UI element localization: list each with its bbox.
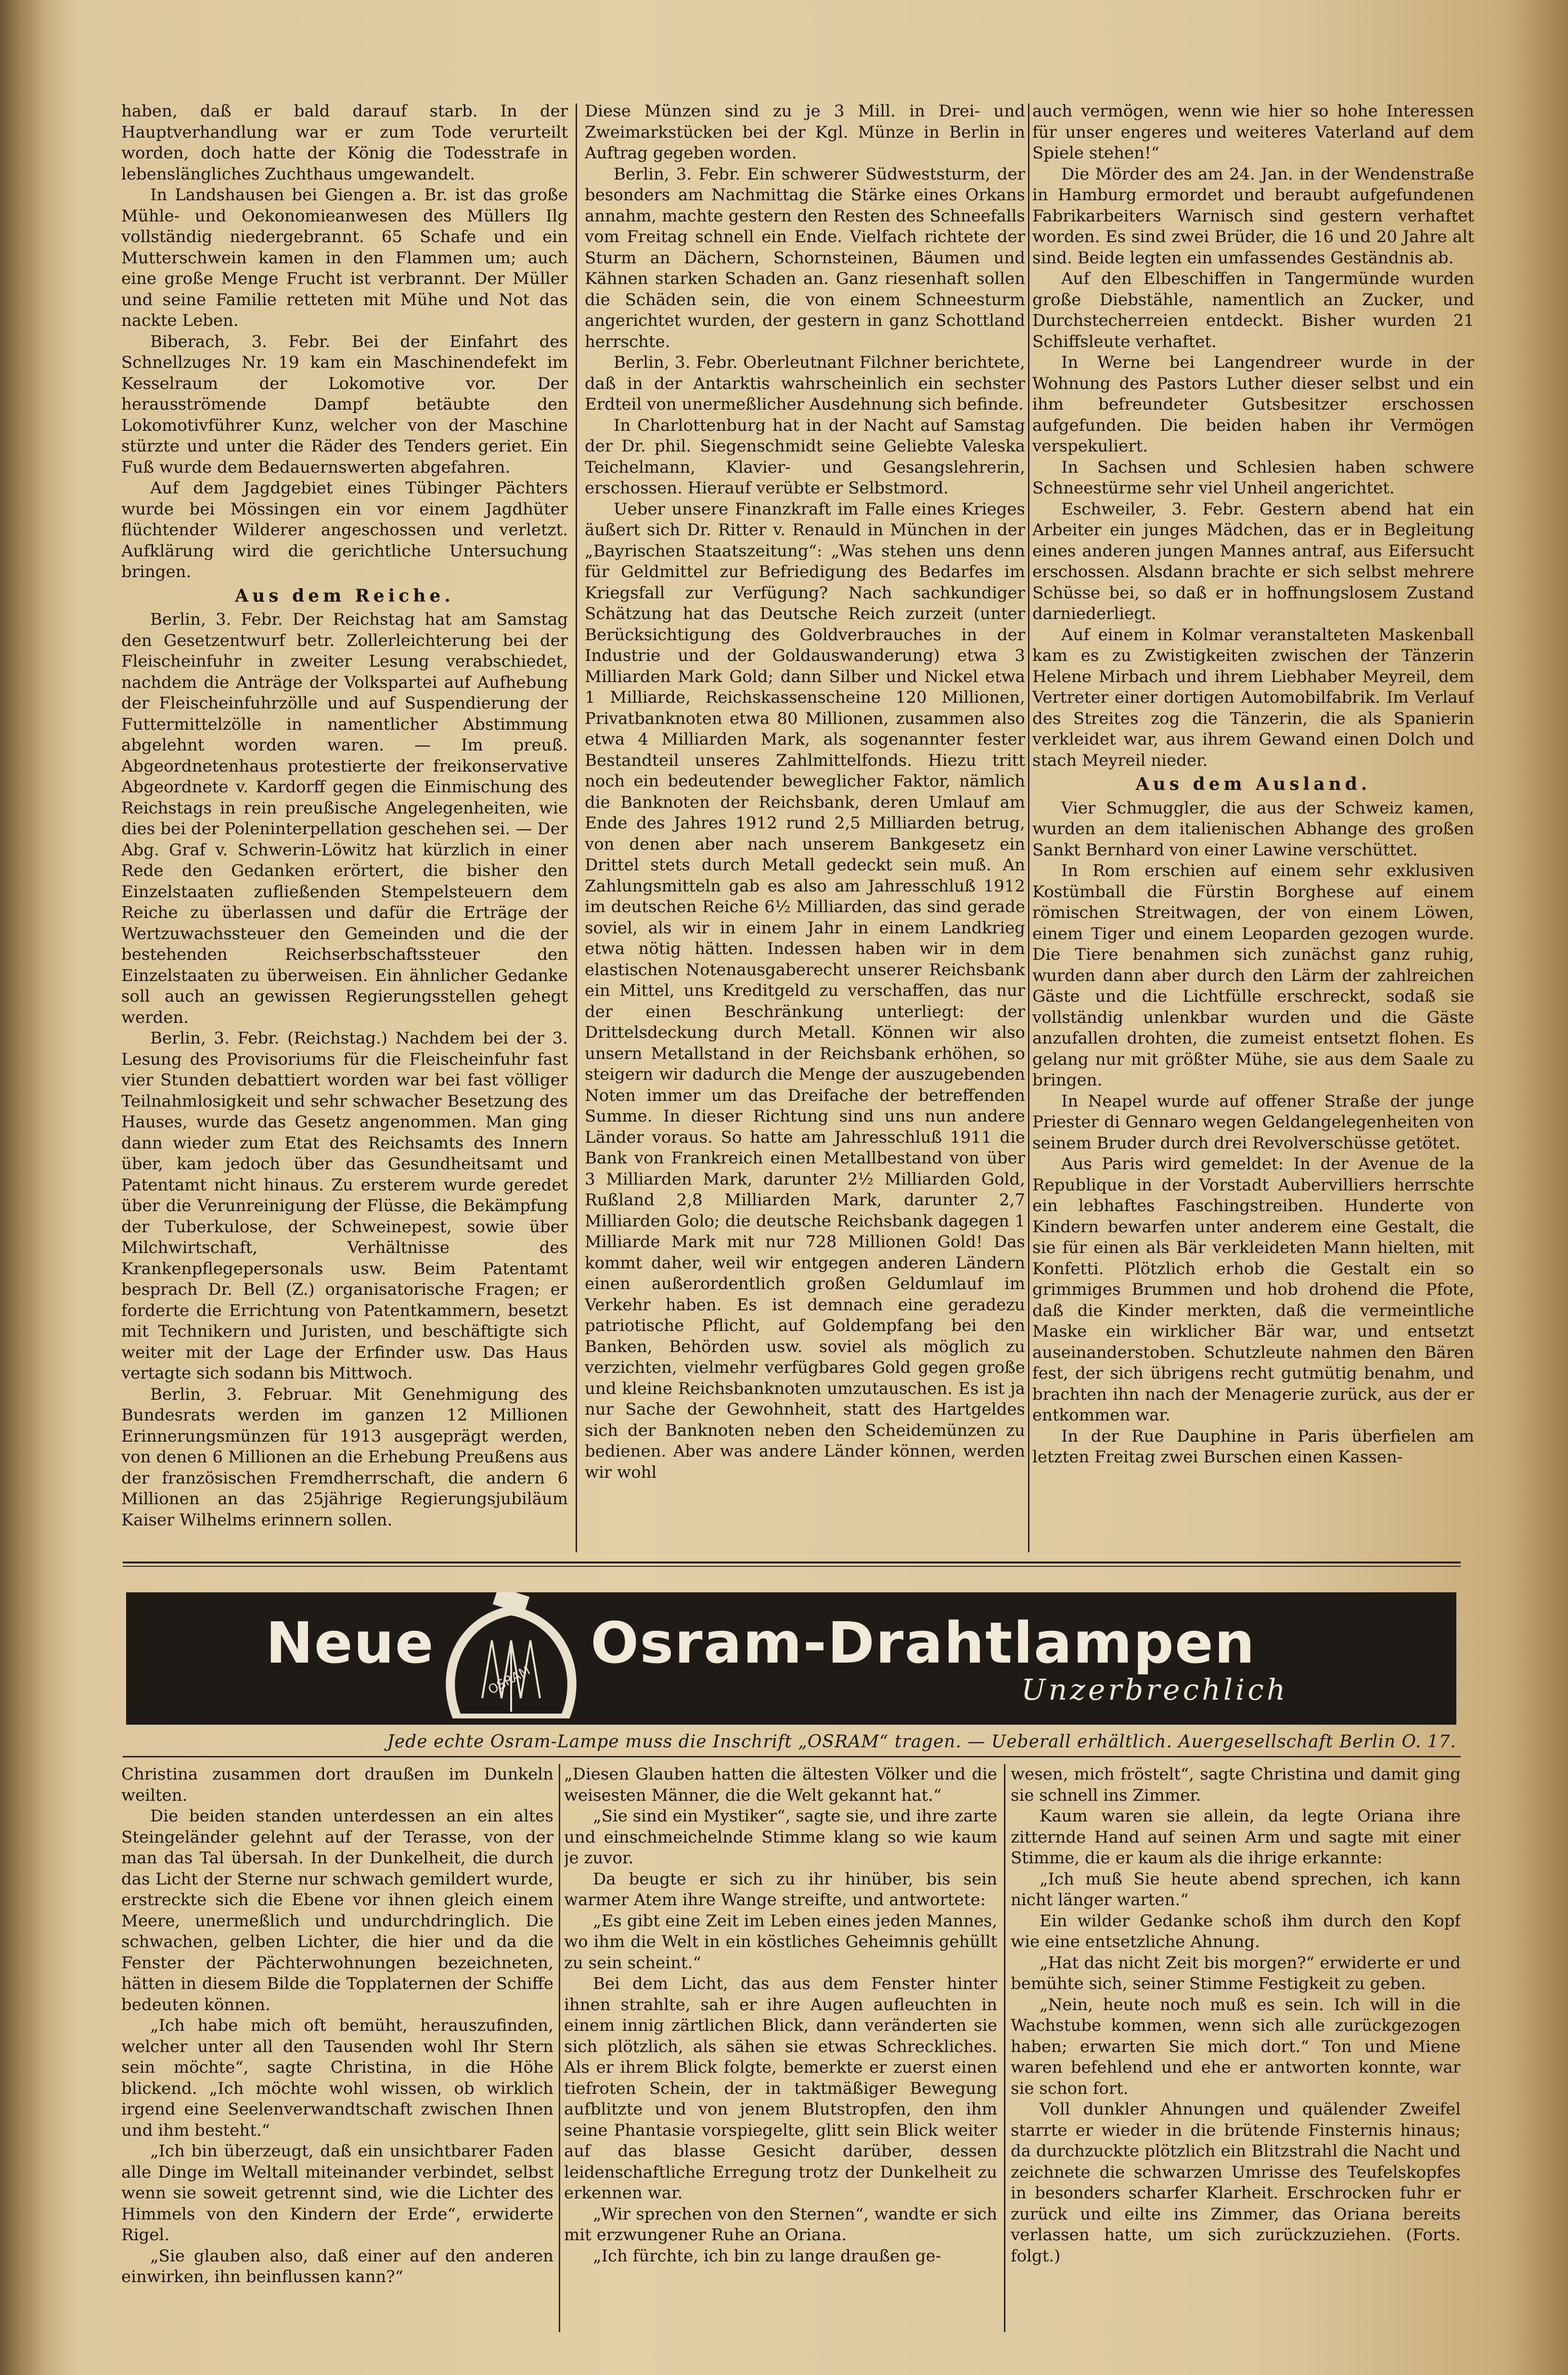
column-rule — [1004, 1764, 1005, 2332]
page-edge-shadow — [1510, 0, 1568, 2375]
story-column-3 — [1011, 1764, 1461, 2342]
paragraph: Biberach, 3. Febr. Bei der Einfahrt des Schnellzuges Nr. 19 kam ein Maschinendefekt im Kesselraum der Lokomotive vor. Der herausströmende Dampf betäubte den Lokomotivführer Kunz, welcher von der Maschine stürzte und unter die Räder des Tenders geriet. Ein Fuß wurde dem Bedauernswerten abgefahren. — [121, 332, 568, 477]
paragraph: „Nein, heute noch muß es sein. Ich will in die Wachstube kommen, wenn sich alle zurückgezogen haben; erwarten Sie mich dort.“ Ton und Miene waren befehlend und ehe er antworten konnte, war sie schon fort. — [1011, 1995, 1461, 2098]
paragraph: Bei dem Licht, das aus dem Fenster hinter ihnen strahlte, sah er ihre Augen aufleuchten in einem innig zärtlichen Blick, dann veränderten sie sich plötzlich, als sähen sie etwas Schreckliches. Als er ihrem Blick folgte, bemerkte er zuerst einen tiefroten Schein, der in taktmäßiger Bewegung aufblitzte und von jenem Blutstropfen, den ihm seine Phantasie vorspiegelte, glitt sein Blick weiter auf das blasse Gesicht darüber, dessen leidenschaftliche Erregung trotz der Dunkelheit zu erkennen war. — [564, 1974, 997, 2203]
ad-subtitle: Unzerbrechlich — [1021, 1673, 1288, 1707]
paragraph: In Landshausen bei Giengen a. Br. ist das große Mühle- und Oekonomieanwesen des Müllers Ilg vollständig niedergebrannt. 65 Schafe und ein Mutterschwein kamen in den Flammen um; auch eine große Menge Frucht ist verbrannt. Der Müller und seine Familie retteten mit Mühe und Not das nackte Leben. — [121, 185, 568, 330]
paragraph: Die beiden standen unterdessen an ein altes Steingeländer gelehnt auf der Terasse, von der man das Tal übersah. In der Dunkelheit, die durch das Licht der Sterne nur schwach gemildert wurde, erstreckte sich die Ebene vor ihnen gleich einem Meere, unermeßlich und undurchdringlich. Die schwachen, gelben Lichter, die hier und da die Fenster der Pächterwohnungen bezeichneten, hätten in diesem Bilde die Topplaternen der Schiffe bedeuten können. — [121, 1807, 553, 2014]
story-column-1 — [121, 1764, 553, 2342]
paragraph: Aus Paris wird gemeldet: In der Avenue de la Republique in der Vorstadt Aubervilliers herrschte ein lebhaftes Faschingstreiben. Hunderte von Kindern bewarfen unter anderem eine Gestalt, die sie für einen als Bär verkleideten Mann hielten, mit Konfetti. Plötzlich erhob die Gestalt ein so grimmiges Brummen und hob drohend die Pfote, daß die Kinder merkten, daß die vermeintliche Maske ein wirklicher Bär war, und entsetzt auseinanderstoben. Schutzleute nahmen den Bären fest, der sich übrigens recht gutmütig benahm, und brachten ihn nach der Menagerie zurück, aus der er entkommen war. — [1032, 1154, 1474, 1425]
paragraph: Auf den Elbeschiffen in Tangermünde wurden große Diebstähle, namentlich an Zucker, und Durchstecherreien entdeckt. Bisher wurden 21 Schiffsleute verhaftet. — [1032, 269, 1474, 351]
ad-title-osram: Osram-Drahtlampen — [591, 1610, 1256, 1676]
paragraph: Auf einem in Kolmar veranstalteten Maskenball kam es zu Zwistigkeiten zwischen der Tänzerin Helene Mirbach und ihrem Liebhaber Meyreil, dem Vertreter einer dortigen Automobilfabrik. Im Verlauf des Streites zog die Tänzerin, die als Spanierin verkleidet war, aus ihrem Gewand einen Dolch und stach Meyreil nieder. — [1032, 625, 1474, 770]
paragraph: Eschweiler, 3. Febr. Gestern abend hat ein Arbeiter ein junges Mädchen, das er in Begleitung eines anderen jungen Mannes antraf, aus Eifersucht erschossen. Alsdann brachte er sich selbst mehrere Schüsse bei, so daß er in hoffnungslosem Zustand darniederliegt. — [1032, 499, 1474, 623]
light-bulb-icon — [424, 1592, 598, 1725]
paragraph: Berlin, 3. Februar. Mit Genehmigung des Bundesrats werden im ganzen 12 Millionen Erinnerungsmünzen für 1913 ausgeprägt werden, von denen 6 Millionen an die Erhebung Preußens aus der französischen Fremdherrschaft, die andern 6 Millionen an das 25jährige Regierungsjubiläum Kaiser Wilhelms erinnern sollen. — [121, 1384, 568, 1530]
paragraph: „Wir sprechen von den Sternen“, wandte er sich mit erzwungener Ruhe an Oriana. — [564, 2204, 997, 2245]
paragraph: In Rom erschien auf einem sehr exklusiven Kostümball die Fürstin Borghese auf einem römischen Streitwagen, der von einem Löwen, einem Tiger und einem Leoparden gezogen wurde. Die Tiere benahmen sich zunächst ganz ruhig, wurden dann aber durch den Lärm der zahlreichen Gäste und die Lichtfülle erschreckt, sodaß sie vollständig unlenkbar wurden und die Gäste anzufallen drohten, die zumeist entsetzt flohen. Es gelang nur mit größter Mühe, sie aus dem Saale zu bringen. — [1032, 861, 1474, 1090]
paragraph: „Es gibt eine Zeit im Leben eines jeden Mannes, wo ihm die Welt in ein köstliches Geheimnis gehüllt zu sein scheint.“ — [564, 1911, 997, 1973]
column-rule — [576, 103, 577, 1552]
section-rule — [123, 1566, 1461, 1567]
paragraph: Berlin, 3. Febr. Der Reichstag hat am Samstag den Gesetzentwurf betr. Zollerleichterung bei der Fleischeinfuhr in zweiter Lesung verabschiedet, nachdem die Anträge der Volkspartei auf Aufhebung der Fleischeinfuhrzölle und auf Suspendierung der Futtermittelzölle in namentlicher Abstimmung abgelehnt worden waren. — Im preuß. Abgeordnetenhaus protestierte der freikonservative Abgeordnete v. Kardorff gegen die Einmischung des Reichstags in rein preußische Angelegenheiten, wie dies bei der Poleninterpellation geschehen sei. — Der Abg. Graf v. Schwerin-Löwitz hat kürzlich in einer Rede den Gedanken erörtert, die bisher den Einzelstaaten zufließenden Stempelsteuern dem Reiche zu überlassen und dafür die Erträge der Wertzuwachssteuer den Gemeinden und die der bestehenden Reichserbschaftssteuer den Einzelstaaten zu überweisen. Ein ähnlicher Gedanke soll auch an gewissen Regierungsstellen gehegt werden. — [121, 610, 568, 1027]
paragraph: „Ich bin überzeugt, daß ein unsichtbarer Faden alle Dinge im Weltall miteinander verbindet, selbst wenn sie soweit getrennt sind, wie die Lichter des Himmels von den Kindern der Erde“, erwiderte Rigel. — [121, 2142, 553, 2245]
paragraph: „Diesen Glauben hatten die ältesten Völker und die weisesten Männer, die die Welt gekannt hat.“ — [564, 1765, 997, 1805]
section-rule — [123, 1562, 1461, 1563]
paragraph: Diese Münzen sind zu je 3 Mill. in Drei- und Zweimarkstücken bei der Kgl. Münze in Berlin in Auftrag gegeben worden. — [585, 102, 1025, 163]
story-column-2 — [564, 1764, 997, 2342]
news-column-3 — [1032, 101, 1474, 1552]
section-heading-ausland: Aus dem Ausland. — [1135, 774, 1371, 794]
paragraph: In Werne bei Langendreer wurde in der Wohnung des Pastors Luther dieser selbst und ein ihm befreundeter Gutsbesitzer erschossen aufgefunden. Die beiden haben ihr Vermögen verspekuliert. — [1032, 353, 1474, 456]
paragraph: Ein wilder Gedanke schoß ihm durch den Kopf wie eine entsetzliche Ahnung. — [1011, 1911, 1461, 1951]
paragraph: Berlin, 3. Febr. (Reichstag.) Nachdem bei der 3. Lesung des Provisoriums für die Fleischeinfuhr fast vier Stunden debattiert worden war bei fast völliger Teilnahmlosigkeit und sehr schwacher Besetzung des Hauses, wurde das Gesetz angenommen. Man ging dann wieder zum Etat des Reichsamts des Innern über, kam jedoch über das Gesundheitsamt und Patentamt nicht hinaus. Zu ersterem wurde geredet über die Verunreinigung der Flüsse, die Bekämpfung der Tuberkulose, der Schweinepest, sowie über Milchwirtschaft, Verhältnisse des Krankenpflegepersonals usw. Beim Patentamt besprach Dr. Bell (Z.) organisatorische Fragen; er forderte die Errichtung von Patentkammern, besetzt mit Technikern und Juristen, und beschäftigte sich weiter mit der Lage der Erfinder usw. Das Haus vertagte sich sodann bis Mittwoch. — [121, 1029, 568, 1383]
paragraph: In Neapel wurde auf offener Straße der junge Priester di Gennaro wegen Geldangelegenheiten von seinem Bruder durch drei Revolverschüsse getötet. — [1032, 1091, 1474, 1153]
paragraph: „Ich fürchte, ich bin zu lange draußen ge- — [593, 2246, 941, 2266]
paragraph: Die Mörder des am 24. Jan. in der Wendenstraße in Hamburg ermordet und beraubt aufgefundenen Fabrikarbeiters Warnisch sind gestern verhaftet worden. Es sind zwei Brüder, die 16 und 20 Jahre alt sind. Beide legten ein umfassendes Geständnis ab. — [1032, 164, 1474, 268]
paragraph: In der Rue Dauphine in Paris überfielen am letzten Freitag zwei Burschen einen Kassen- — [1032, 1426, 1474, 1467]
paragraph: Kaum waren sie allein, da legte Oriana ihre zitternde Hand auf seinen Arm und sagte mit einer Stimme, die er kaum als die ihrige erkannte: — [1011, 1807, 1461, 1868]
column-rule — [1028, 103, 1029, 1552]
paragraph: Berlin, 3. Febr. Oberleutnant Filchner berichtete, daß in der Antarktis wahrscheinlich ein sechster Erdteil von unermeßlicher Ausdehnung sich befinde. — [585, 353, 1025, 414]
lamp-label: OSRAM — [486, 1663, 533, 1698]
paragraph: auch vermögen, wenn wie hier so hohe Interessen für unser engeres und weiteres Vaterland auf dem Spiele stehen!“ — [1032, 102, 1474, 163]
section-rule — [123, 1756, 1461, 1757]
paragraph: „Hat das nicht Zeit bis morgen?“ erwiderte er und bemühte sich, seiner Stimme Festigkeit zu geben. — [1011, 1953, 1461, 1993]
paragraph: In Sachsen und Schlesien haben schwere Schneestürme sehr viel Unheil angerichtet. — [1032, 457, 1474, 498]
paragraph: Auf dem Jagdgebiet eines Tübinger Pächters wurde bei Mössingen ein vor einem Jagdhüter flüchtender Wilderer angeschossen und verletzt. Aufklärung wird die gerichtliche Untersuchung bringen. — [121, 478, 568, 581]
paragraph: wesen, mich fröstelt“, sagte Christina und damit ging sie schnell ins Zimmer. — [1011, 1765, 1461, 1805]
paragraph: „Ich muß Sie heute abend sprechen, ich kann nicht länger warten.“ — [1011, 1869, 1461, 1910]
news-column-1 — [121, 101, 568, 1552]
paragraph: Berlin, 3. Febr. Ein schwerer Südweststurm, der besonders am Nachmittag die Stärke eines Orkans annahm, machte gestern den Resten des Schneefalls vom Freitag schnell ein Ende. Vielfach richtete der Sturm an Dächern, Schornsteinen, Bäumen und Kähnen starken Schaden an. Ganz riesenhaft sollen die Schäden sein, die von einem Schneesturm angerichtet wurden, der gestern in ganz Schottland herrschte. — [585, 164, 1025, 351]
paragraph: „Ich habe mich oft bemüht, herauszufinden, welcher unter all den Tausenden wohl Ihr Stern sein möchte“, sagte Christina, in die Höhe blickend. „Ich möchte wohl wissen, ob wirklich irgend eine Seelenverwandtschaft zwischen Ihnen und ihm besteht.“ — [121, 2016, 553, 2140]
paragraph: „Sie glauben also, daß einer auf den anderen einwirken, ihn beinflussen kann?“ — [121, 2246, 553, 2286]
column-rule — [559, 1764, 560, 2332]
ad-title-neue: Neue — [266, 1610, 435, 1676]
osram-advertisement — [126, 1592, 1456, 1725]
section-heading-reiche: Aus dem Reiche. — [235, 585, 454, 606]
paragraph: In Charlottenburg hat in der Nacht auf Samstag der Dr. phil. Siegenschmidt seine Geliebte Valeska Teichelmann, Klavier- und Gesangslehrerin, erschossen. Hierauf verübte er Selbstmord. — [585, 415, 1025, 498]
news-column-2 — [585, 101, 1025, 1552]
paragraph: Christina zusammen dort draußen im Dunkeln weilten. — [121, 1765, 553, 1805]
paragraph: Ueber unsere Finanzkraft im Falle eines Krieges äußert sich Dr. Ritter v. Renauld in München in der „Bayrischen Staatszeitung“: „Was stehen uns denn für Geldmittel zur Befriedigung des Bedarfes im Kriegsfall zur Verfügung? Nach sachkundiger Schätzung hat das Deutsche Reich zurzeit (unter Berücksichtigung des Goldverbrauches in der Industrie und der Goldauswanderung) etwa 3 Milliarden Mark Gold; dann Silber und Nickel etwa 1 Milliarde, Reichskassenscheine 120 Millionen, Privatbanknoten etwa 80 Millionen, zusammen also etwa 4 Milliarden Mark, als sogenannter fester Bestandteil unseres Zahlmittelfonds. Hiezu tritt noch ein bedeutender beweglicher Faktor, nämlich die Banknoten der Reichsbank, deren Umlauf am Ende des Jahres 1912 rund 2,5 Milliarden betrug, von denen aber nach unserem Bankgesetz ein Drittel stets durch Metall gedeckt sein muß. An Zahlungsmitteln gab es also am Jahresschluß 1912 im deutschen Reiche 6½ Milliarden, das sind gerade soviel, als wir in einem Jahr in einem Landkrieg etwa nötig hätten. Indessen haben wir in dem elastischen Notenausgaberecht unserer Reichsbank ein Mittel, uns Kreditgeld zu verschaffen, das nur der einen Beschränkung unterliegt: der Drittelsdeckung durch Metall. Können wir also unsern Metallstand in der Reichsbank erhöhen, so steigern wir dadurch die Menge der auszugebenden Noten immer um das Dreifache der betreffenden Summe. In dieser Richtung sind uns nun andere Länder voraus. So hatte am Jahresschluß 1911 die Bank von Frankreich einen Metallbestand von über 3 Milliarden Mark, darunter 2½ Milliarden Gold, Rußland 2,8 Milliarden Mark, darunter 2,7 Milliarden Golo; die deutsche Reichsbank dagegen 1 Milliarde Mark mit nur 728 Millionen Gold! Das kommt daher, weil wir entgegen anderen Ländern einen außerordentlich großen Geldumlauf im Verkehr haben. Es ist demnach eine geradezu patriotische Pflicht, auf Goldempfang bei den Banken, Behörden usw. soviel als möglich zu verzichten, vielmehr verfügbares Gold gegen große und kleine Reichsbanknoten umzutauschen. Es ist ja nur Sache der Gewohnheit, statt des Hartgeldes sich der Banknoten neben den Scheidemünzen zu bedienen. Aber was andere Länder können, werden wir wohl — [585, 499, 1025, 1482]
paragraph: Vier Schmuggler, die aus der Schweiz kamen, wurden an dem italienischen Abhange des großen Sankt Bernhard von einer Lawine verschüttet. — [1032, 798, 1474, 860]
book-spine-shadow — [0, 0, 77, 2375]
paragraph: „Sie sind ein Mystiker“, sagte sie, und ihre zarte und einschmeichelnde Stimme klang so wie kaum je zuvor. — [564, 1807, 997, 1868]
paragraph: haben, daß er bald darauf starb. In der Hauptverhandlung war er zum Tode verurteilt worden, doch hatte der König die Todesstrafe in lebenslängliches Zuchthaus umgewandelt. — [121, 102, 568, 184]
paragraph: Da beugte er sich zu ihr hinüber, bis sein warmer Atem ihre Wange streifte, und antwortete: — [564, 1869, 997, 1910]
ad-footer-line: Jede echte Osram-Lampe muss die Inschrift „OSRAM“ tragen. — Ueberall erhältlich. Auergesellschaft Berlin O. 17. — [387, 1732, 1456, 1752]
paragraph: Voll dunkler Ahnungen und quälender Zweifel starrte er wieder in die brütende Finsternis hinaus; da durchzuckte plötzlich ein Blitzstrahl die Nacht und zeichnete die schwarzen Umrisse des Teufelskopfes in besonders scharfer Klarheit. Erschrocken fuhr er zurück und eilte ins Zimmer, das Oriana bereits verlassen hatte, um sich zurückzuziehen. (Forts. folgt.) — [1011, 2100, 1461, 2266]
